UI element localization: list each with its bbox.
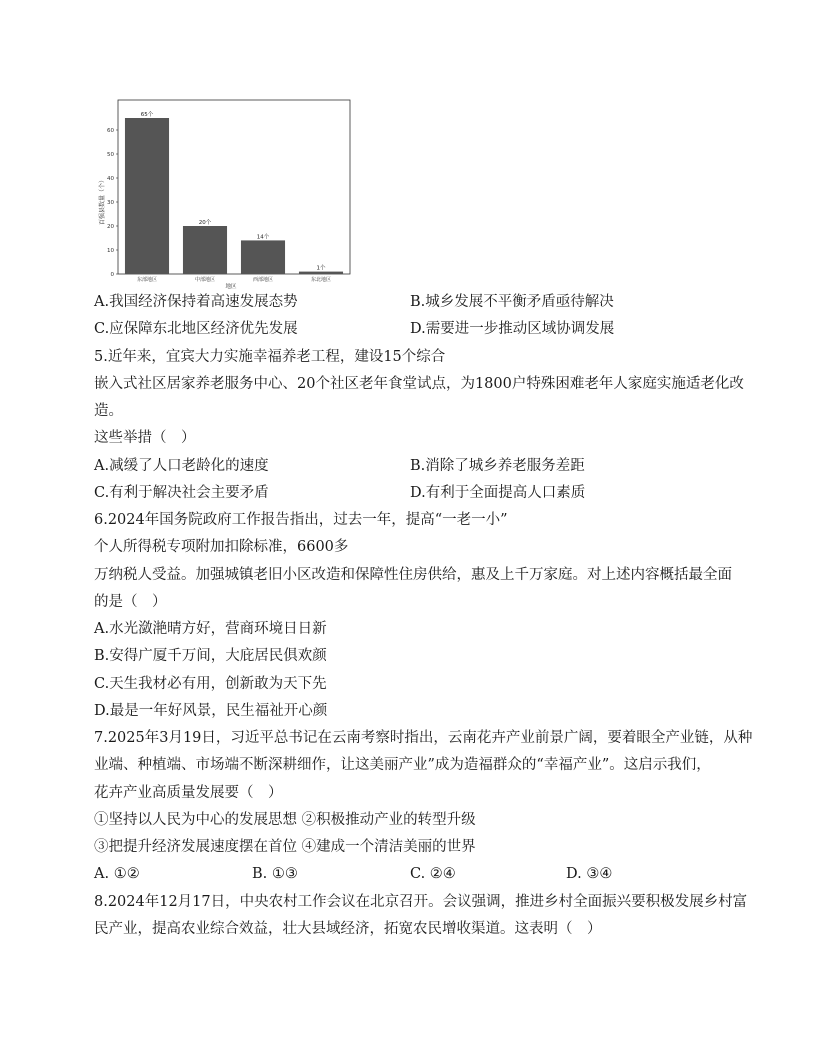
q4-option-a: A.我国经济保持着高速发展态势 — [94, 294, 298, 310]
q6-stem-2: 个人所得税专项附加扣除标准，6600多 — [94, 539, 349, 555]
bar — [183, 226, 227, 274]
q5-stem-4: 这些举措（ ） — [94, 430, 196, 446]
bar-data-label: 1个 — [316, 265, 326, 272]
bar-data-label: 14个 — [256, 234, 270, 241]
q7-option-c: C. ②④ — [410, 866, 456, 882]
q5-option-b: B.消除了城乡养老服务差距 — [410, 458, 585, 474]
q8-stem-2: 民产业，提高农业综合效益，壮大县域经济，拓宽农民增收渠道。这表明（ ） — [94, 921, 602, 937]
q4-option-c: C.应保障东北地区经济优先发展 — [94, 321, 298, 337]
bar-data-label: 20个 — [198, 220, 212, 226]
bar — [125, 118, 169, 274]
q7-option-d: D. ③④ — [566, 866, 613, 882]
bar — [241, 240, 285, 274]
bar-data-label: 65个 — [140, 112, 154, 118]
q8-stem-1: 8.2024年12月17日，中央农村工作会议在北京召开。会议强调，推进乡村全面振兴要积极发展乡村富 — [94, 894, 748, 910]
chart-ylabel: 百强县数量（个） — [99, 176, 106, 226]
q6-stem-3: 万纳税人受益。加强城镇老旧小区改造和保障性住房供给，惠及上千万家庭。对上述内容概括最全面 — [94, 567, 732, 583]
q5-option-d: D.有利于全面提高人口素质 — [410, 485, 586, 501]
q6-stem-4: 的是（ ） — [94, 594, 167, 610]
q4-option-d: D.需要进一步推动区域协调发展 — [410, 321, 615, 337]
q5-stem-3: 造。 — [94, 403, 123, 419]
q6-option-c: C.天生我材必有用，创新敢为天下先 — [94, 676, 327, 692]
y-tick-label: 40 — [107, 176, 114, 182]
y-tick-label: 60 — [107, 128, 114, 134]
q5-stem-2: 嵌入式社区居家养老服务中心、20个社区老年食堂试点，为1800户特殊困难老年人家庭实施适老化改 — [94, 376, 744, 392]
x-tick-label: 东北地区 — [310, 277, 332, 283]
y-tick-label: 50 — [107, 152, 114, 158]
q7-stem-2: 业端、种植端、市场端不断深耕细作，让这美丽产业”成为造福群众的“幸福产业”。这启示我们， — [94, 757, 711, 773]
q5-option-c: C.有利于解决社会主要矛盾 — [94, 485, 269, 501]
bar-chart — [96, 96, 356, 292]
x-tick-label: 中部地区 — [194, 277, 216, 283]
q6-stem-1: 6.2024年国务院政府工作报告指出，过去一年，提高“一老一小” — [94, 512, 508, 528]
q6-option-a: A.水光潋滟晴方好，营商环境日日新 — [94, 621, 327, 637]
q7-option-b: B. ①③ — [252, 866, 298, 882]
y-tick-label: 20 — [107, 224, 114, 230]
x-tick-label: 西部地区 — [252, 277, 274, 283]
y-tick-label: 0 — [110, 272, 114, 278]
q5-stem-1: 5.近年来，宜宾大力实施幸福养老工程，建设15个综合 — [94, 349, 446, 365]
y-tick-label: 10 — [107, 248, 114, 254]
x-tick-label: 东部地区 — [136, 277, 158, 283]
bar — [299, 272, 343, 274]
q6-option-d: D.最是一年好风景，民生福祉开心颜 — [94, 703, 328, 719]
q7-stem-3: 花卉产业高质量发展要（ ） — [94, 785, 283, 801]
q5-option-a: A.减缓了人口老龄化的速度 — [94, 458, 269, 474]
q7-stem-1: 7.2025年3月19日，习近平总书记在云南考察时指出，云南花卉产业前景广阔，要着眼全产业链，从种 — [94, 730, 753, 746]
q6-option-b: B.安得广厦千万间，大庇居民俱欢颜 — [94, 648, 327, 664]
q4-option-b: B.城乡发展不平衡矛盾亟待解决 — [410, 294, 614, 310]
y-tick-label: 30 — [107, 200, 114, 206]
q7-statement-2: ③把提升经济发展速度摆在首位 ④建成一个清洁美丽的世界 — [94, 839, 476, 855]
q7-statement-1: ①坚持以人民为中心的发展思想 ②积极推动产业的转型升级 — [94, 812, 476, 828]
chart-xlabel: 地区 — [225, 284, 237, 290]
q7-option-a: A. ①② — [94, 866, 140, 882]
